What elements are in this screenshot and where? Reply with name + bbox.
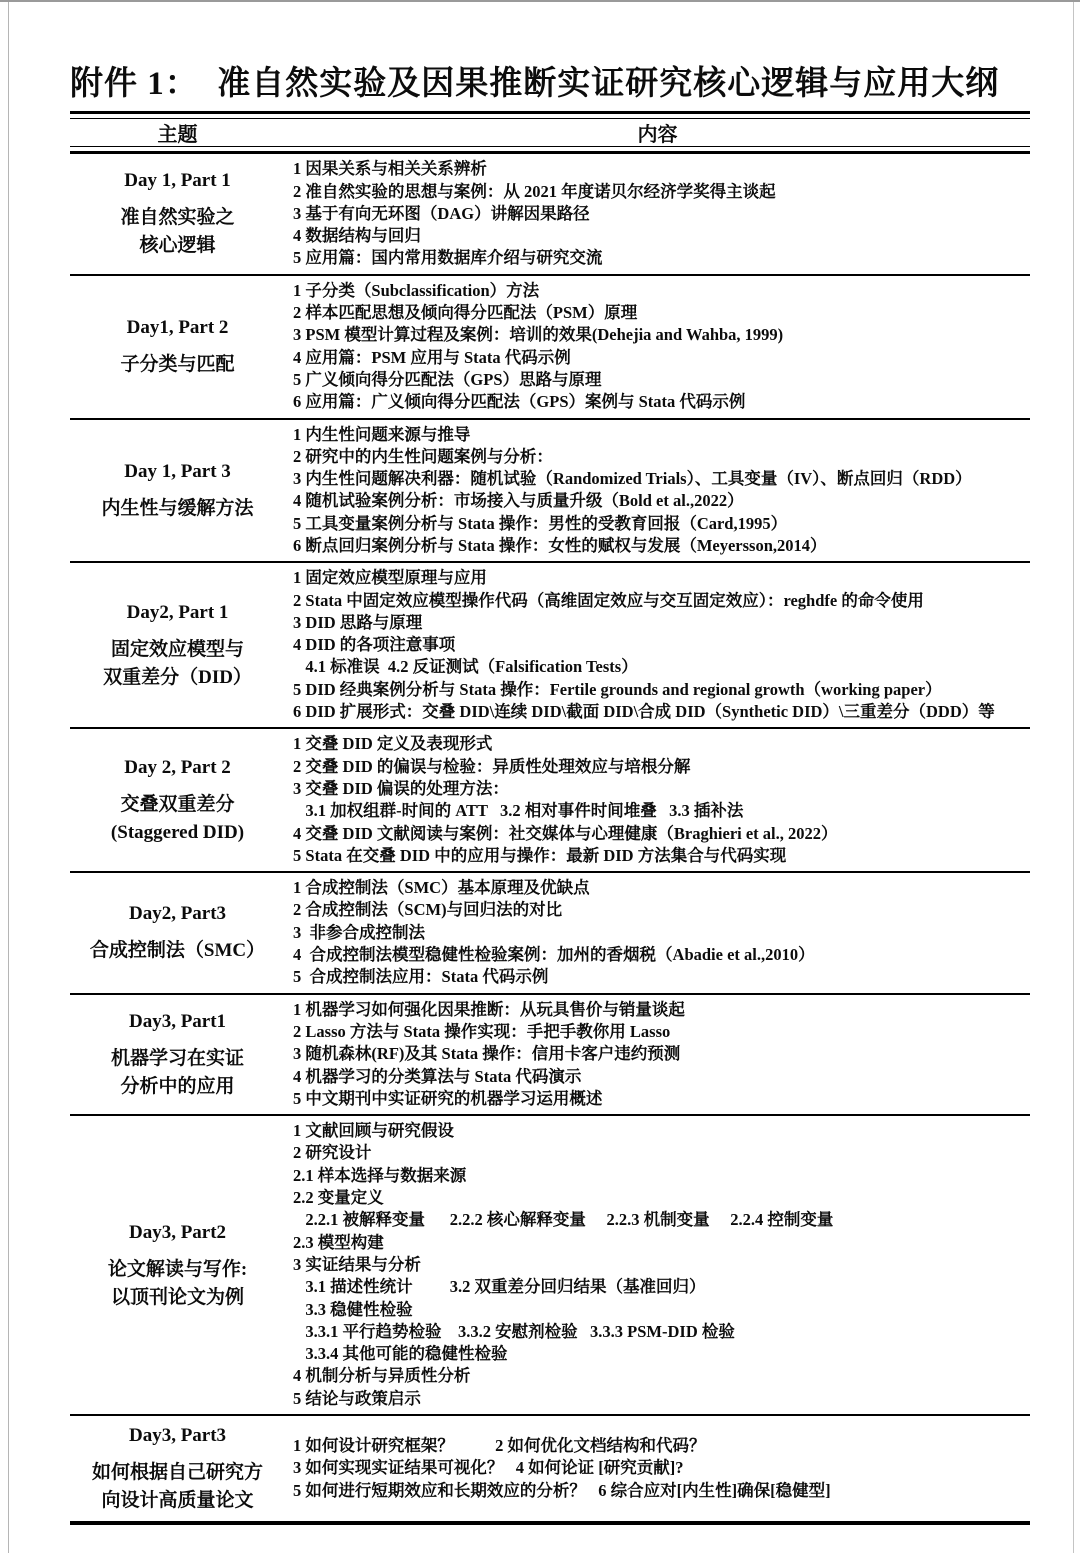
content-line: 4 数据结构与回归: [293, 226, 421, 246]
table-header-row: [70, 119, 1030, 146]
topic-line: 机器学习在实证: [111, 1047, 245, 1069]
content-line: 2.3 模型构建: [293, 1232, 384, 1252]
topic-line: 以顶刊论文为例: [111, 1286, 245, 1308]
content-cell: [285, 729, 1030, 871]
topic-cell: [70, 995, 285, 1114]
table-row: [70, 1416, 1030, 1525]
content-line: 4 DID 的各项注意事项: [293, 635, 456, 655]
content-line: 2.2.1 被解释变量 2.2.2 核心解释变量 2.2.3 机制变量 2.2.4 控制变量: [293, 1210, 834, 1230]
table-row: [70, 995, 1030, 1116]
content-cell: [285, 1116, 1030, 1414]
page-right-edge: [1073, 2, 1074, 1553]
content-line: 5 DID 经典案例分析与 Stata 操作：Fertile grounds and regional growth（working paper）: [293, 679, 942, 699]
content-line: 2 研究设计: [293, 1143, 372, 1163]
content-line: 2 Lasso 方法与 Stata 操作实现：手把手教你用 Lasso: [293, 1021, 671, 1041]
column-header-topic: 主题: [157, 124, 198, 147]
content-line: 4 机制分析与异质性分析: [293, 1366, 471, 1386]
topic-line: 固定效应模型与: [111, 638, 245, 660]
content-line: 5 中文期刊中实证研究的机器学习运用概述: [293, 1088, 603, 1108]
topic-line: Day 1, Part 1: [124, 170, 231, 192]
content-line: 3.1 加权组群-时间的 ATT 3.2 相对事件时间堆叠 3.3 插补法: [293, 801, 744, 821]
topic-line: Day2, Part 1: [126, 601, 229, 623]
content-line: 3.1 描述性统计 3.2 双重差分回归结果（基准回归）: [293, 1277, 706, 1297]
page-title: 附件 1： 准自然实验及因果推断实证研究核心逻辑与应用大纲: [70, 66, 1000, 102]
content-line: 3 PSM 模型计算过程及案例：培训的效果(Dehejia and Wahba, 1999): [293, 325, 784, 345]
content-cell: [285, 276, 1030, 418]
content-line: 1 因果关系与相关关系辨析: [293, 159, 487, 179]
content-line: 3 如何实现实证结果可视化？ 4 如何论证 [研究贡献]?: [293, 1458, 684, 1478]
content-line: 3.3 稳健性检验: [293, 1299, 413, 1319]
content-cell: [285, 563, 1030, 727]
content-line: 1 合成控制法（SMC）基本原理及优缺点: [293, 878, 590, 898]
content-line: 4 应用篇：PSM 应用与 Stata 代码示例: [293, 347, 571, 367]
topic-cell: [70, 729, 285, 871]
content-line: 2.2 变量定义: [293, 1188, 384, 1208]
content-line: 2 合成控制法（SCM)与回归法的对比: [293, 900, 563, 920]
content-cell: [285, 995, 1030, 1114]
topic-cell: [70, 563, 285, 727]
table-row: [70, 873, 1030, 994]
topic-line: 核心逻辑: [139, 235, 216, 257]
content-line: 3 随机森林(RF)及其 Stata 操作：信用卡客户违约预测: [293, 1044, 681, 1064]
topic-line: 向设计高质量论文: [101, 1489, 254, 1511]
table-row: [70, 276, 1030, 420]
content-line: 2.1 样本选择与数据来源: [293, 1165, 467, 1185]
content-line: 4 机器学习的分类算法与 Stata 代码演示: [293, 1066, 582, 1086]
topic-line: Day3, Part2: [128, 1221, 227, 1243]
topic-line: 内生性与缓解方法: [101, 497, 254, 519]
content-line: 3 交叠 DID 偏误的处理方法：: [293, 778, 509, 798]
content-line: 1 机器学习如何强化因果推断：从玩具售价与销量谈起: [293, 999, 685, 1019]
content-line: 4.1 标准误 4.2 反证测试（Falsification Tests）: [293, 657, 638, 677]
content-line: 2 Stata 中固定效应模型操作代码（高维固定效应与交互固定效应）：reghdfe 的命令使用: [293, 590, 924, 610]
table-row: [70, 1116, 1030, 1416]
content-line: 3 DID 思路与原理: [293, 612, 423, 632]
content-line: 1 文献回顾与研究假设: [293, 1121, 454, 1141]
topic-line: 交叠双重差分: [120, 793, 235, 815]
page-left-edge: [8, 2, 9, 1553]
content-line: 5 Stata 在交叠 DID 中的应用与操作：最新 DID 方法集合与代码实现: [293, 845, 787, 865]
column-header-content: 内容: [637, 124, 678, 147]
content-line: 5 合成控制法应用：Stata 代码示例: [293, 967, 549, 987]
table-row: [70, 154, 1030, 275]
topic-cell: [70, 276, 285, 418]
topic-line: Day 1, Part 3: [124, 460, 231, 482]
topic-cell: [70, 154, 285, 273]
content-line: 5 结论与政策启示: [293, 1388, 421, 1408]
content-cell: [285, 420, 1030, 562]
content-line: 1 如何设计研究框架？ 2 如何优化文档结构和代码？: [293, 1436, 706, 1456]
content-line: 5 工具变量案例分析与 Stata 操作：男性的受教育回报（Card,1995）: [293, 513, 788, 533]
table-body: [70, 154, 1030, 1525]
topic-line: 论文解读与写作:: [107, 1258, 248, 1280]
content-cell: [285, 1416, 1030, 1521]
content-line: 1 固定效应模型原理与应用: [293, 568, 487, 588]
content-cell: [285, 154, 1030, 273]
content-line: 3 实证结果与分析: [293, 1254, 421, 1274]
content-line: 6 DID 扩展形式：交叠 DID\连续 DID\截面 DID\合成 DID（Synthetic DID）\三重差分（DDD）等: [293, 702, 995, 722]
table-row: [70, 729, 1030, 873]
table-row: [70, 420, 1030, 564]
outline-document: [70, 64, 1030, 1525]
content-line: 1 子分类（Subclassification）方法: [293, 280, 540, 300]
topic-cell: [70, 873, 285, 992]
content-line: 5 广义倾向得分匹配法（GPS）思路与原理: [293, 369, 602, 389]
content-line: 3 基于有向无环图（DAG）讲解因果路径: [293, 203, 590, 223]
topic-line: 如何根据自己研究方: [92, 1461, 264, 1483]
content-line: 4 随机试验案例分析：市场接入与质量升级（Bold et al.,2022）: [293, 491, 744, 511]
content-line: 6 应用篇：广义倾向得分匹配法（GPS）案例与 Stata 代码示例: [293, 392, 746, 412]
content-line: 2 样本匹配思想及倾向得分匹配法（PSM）原理: [293, 303, 638, 323]
table-row: [70, 563, 1030, 729]
topic-line: 合成控制法（SMC）: [89, 940, 266, 962]
content-line: 4 合成控制法模型稳健性检验案例：加州的香烟税（Abadie et al.,2010）: [293, 945, 815, 965]
content-line: 2 准自然实验的思想与案例：从 2021 年度诺贝尔经济学奖得主谈起: [293, 181, 776, 201]
content-line: 3 内生性问题解决利器：随机试验（Randomized Trials）、工具变量（IV）、断点回归（RDD）: [293, 469, 972, 489]
topic-line: 分析中的应用: [120, 1075, 235, 1097]
topic-cell: [70, 1116, 285, 1414]
content-line: 3 非参合成控制法: [293, 922, 426, 942]
topic-line: Day3, Part1: [128, 1010, 227, 1032]
content-line: 1 交叠 DID 定义及表现形式: [293, 734, 493, 754]
topic-line: Day1, Part 2: [126, 317, 229, 339]
topic-line: 双重差分（DID）: [103, 666, 252, 688]
header-divider: [70, 146, 1030, 154]
content-line: 2 研究中的内生性问题案例与分析：: [293, 446, 553, 466]
topic-line: 准自然实验之: [120, 207, 235, 229]
content-line: 6 断点回归案例分析与 Stata 操作：女性的赋权与发展（Meyersson,2014）: [293, 536, 827, 555]
content-line: 3.3.4 其他可能的稳健性检验: [293, 1344, 508, 1364]
topic-line: Day 2, Part 2: [124, 756, 231, 778]
content-line: 4 交叠 DID 文献阅读与案例：社交媒体与心理健康（Braghieri et al., 2022）: [293, 823, 838, 843]
content-line: 2 交叠 DID 的偏误与检验：异质性处理效应与培根分解: [293, 756, 691, 776]
content-line: 5 应用篇：国内常用数据库介绍与研究交流: [293, 248, 603, 268]
content-line: 3.3.1 平行趋势检验 3.3.2 安慰剂检验 3.3.3 PSM-DID 检验: [293, 1321, 735, 1341]
content-cell: [285, 873, 1030, 992]
topic-cell: [70, 420, 285, 562]
topic-line: (Staggered DID): [110, 821, 245, 843]
content-line: 1 内生性问题来源与推导: [293, 424, 471, 444]
topic-line: Day2, Part3: [128, 903, 227, 925]
topic-line: Day3, Part3: [128, 1424, 227, 1446]
topic-cell: [70, 1416, 285, 1521]
topic-line: 子分类与匹配: [120, 354, 235, 376]
content-line: 5 如何进行短期效应和长期效应的分析？ 6 综合应对[内生性]确保[稳健型]: [293, 1480, 831, 1500]
